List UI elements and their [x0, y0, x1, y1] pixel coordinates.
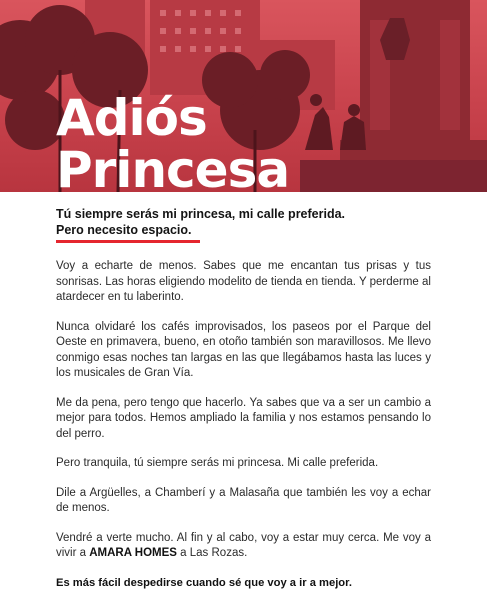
brand-name: AMARA HOMES [89, 547, 177, 559]
title-line-2: Princesa [56, 141, 290, 192]
closing-line: Es más fácil despedirse cuando sé que voy a ir a mejor. [56, 576, 352, 589]
paragraph-3: Me da pena, pero tengo que hacerlo. Ya sabes que va a ser un cambio a mejor para todos. Hemos ampliado la familia y nos estamos pensando lo del perro. [56, 396, 431, 440]
letter-body [0, 192, 487, 591]
paragraph-6-text: Vendré a verte mucho. Al fin y al cabo, voy a estar muy cerca. Me voy a vivir a [56, 531, 431, 559]
paragraph-5: Dile a Argüelles, a Chamberí y a Malasaña que también les voy a echar de menos. [56, 486, 431, 514]
intro-line-1: Tú siempre serás mi princesa, mi calle preferida. [56, 207, 346, 221]
paragraph-1: Voy a echarte de menos. Sabes que me encantan tus prisas y tus sonrisas. Las horas eligiendo modelito de tienda en tienda. Y perderme al atardecer en tu laberinto. [56, 260, 431, 303]
hero-banner [0, 0, 487, 192]
paragraph-6-end: a Las Rozas. [176, 547, 248, 559]
paragraph-6 [56, 531, 431, 562]
title-line-1: Adiós [56, 89, 207, 147]
intro-line-2: Pero necesito espacio. [56, 223, 192, 237]
accent-underline [56, 240, 200, 243]
paragraph-4: Pero tranquila, tú siempre serás mi princesa. Mi calle preferida. [56, 457, 379, 469]
paragraph-2: Nunca olvidaré los cafés improvisados, los paseos por el Parque del Oeste en primavera, bueno, en otoño también son maravillosos. Me llevo conmigo esas noches tan largas en las que llegábamos hasta las luces y los musicales de Gran Vía. [56, 320, 431, 379]
intro-heading [56, 206, 431, 238]
page-title [56, 89, 290, 192]
